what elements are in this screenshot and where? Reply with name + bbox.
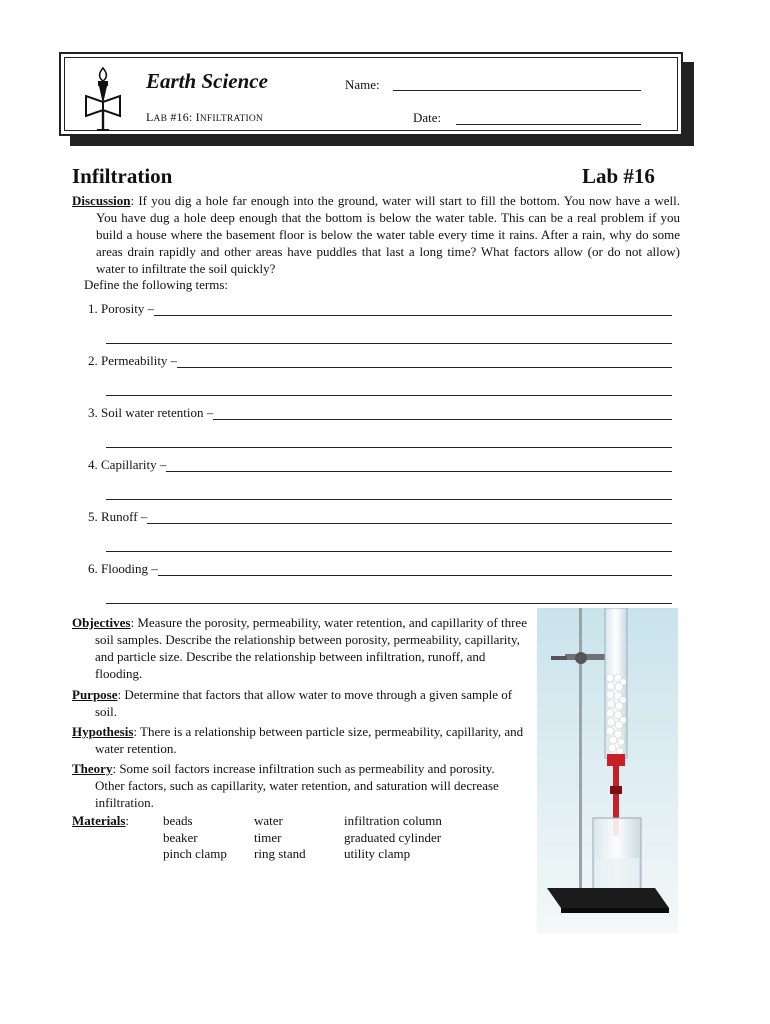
date-label: Date: — [413, 110, 442, 125]
objectives-paragraph: Objectives: Measure the porosity, permeability, water retention, and capillarity of three soil samples. Describe the relationship between porosity, permeability, capillarity, and particle size. Describe the relationship between infiltration, runoff, and flooding. — [72, 615, 527, 681]
material-item: infiltration column — [344, 813, 442, 828]
page-title: Infiltration — [72, 164, 173, 188]
term-soil-water-retention: 3. Soil water retention – — [88, 405, 674, 437]
materials-column-1 — [163, 813, 227, 863]
answer-line[interactable] — [88, 471, 672, 472]
torch-book-logo-icon — [82, 64, 124, 132]
answer-line[interactable] — [88, 575, 672, 576]
material-item: ring stand — [254, 846, 306, 861]
material-item: utility clamp — [344, 846, 411, 861]
course-title: Earth Science — [146, 69, 268, 93]
lab-number: Lab #16 — [582, 164, 655, 188]
theory-label: Theory — [72, 761, 113, 776]
name-label: Name: — [345, 77, 380, 92]
objectives-label: Objectives — [72, 615, 131, 630]
answer-line[interactable] — [88, 315, 672, 316]
material-item: timer — [254, 829, 282, 845]
term-flooding: 6. Flooding – — [88, 561, 674, 593]
term-porosity: 1. Porosity – — [88, 301, 674, 333]
answer-line[interactable] — [106, 603, 672, 604]
materials-column-3 — [344, 813, 442, 863]
material-item: beaker — [163, 829, 198, 845]
term-capillarity: 4. Capillarity – — [88, 457, 674, 489]
term-runoff: 5. Runoff – — [88, 509, 674, 541]
material-item: water — [254, 813, 283, 828]
discussion-paragraph: Discussion: If you dig a hole far enough into the ground, water will start to fill the bottom. You now have a well. You have dug a hole deep enough that the bottom is below the water table. This can be a real problem if you build a house where the basement floor is below the water table every time it rains. After a rain, why do some areas drain rapidly and other areas have puddles that last a long time? What factors allow (or do not allow) water to infiltrate the soil quickly? — [72, 193, 680, 276]
lab-subtitle: LAB #16: INFILTRATION — [146, 110, 263, 124]
material-item: graduated cylinder — [344, 829, 442, 845]
answer-line[interactable] — [106, 551, 672, 552]
material-item: pinch clamp — [163, 846, 227, 861]
date-field[interactable] — [456, 124, 641, 125]
purpose-paragraph: Purpose: Determine that factors that allow water to move through a given sample of soil. — [72, 687, 513, 719]
answer-line[interactable] — [106, 343, 672, 344]
answer-line[interactable] — [106, 499, 672, 500]
discussion-label: Discussion — [72, 193, 131, 208]
term-permeability: 2. Permeability – — [88, 353, 674, 385]
answer-line[interactable] — [106, 447, 672, 448]
theory-paragraph: Theory: Some soil factors increase infiltration such as permeability and porosity. Other factors, such as capillarity, water retention, and saturation will decrease infiltration. — [72, 761, 499, 810]
infiltration-apparatus-photo — [537, 608, 678, 933]
hypothesis-paragraph: Hypothesis: There is a relationship between particle size, permeability, capillarity, and water retention. — [72, 724, 524, 756]
answer-line[interactable] — [106, 395, 672, 396]
materials-column-2 — [254, 813, 306, 863]
hypothesis-label: Hypothesis — [72, 724, 134, 739]
answer-line[interactable] — [88, 523, 672, 524]
material-item: beads — [163, 813, 193, 828]
define-prompt: Define the following terms: — [84, 277, 229, 292]
purpose-label: Purpose — [72, 687, 118, 702]
materials-label: Materials: — [72, 813, 130, 828]
name-field[interactable] — [393, 90, 641, 91]
